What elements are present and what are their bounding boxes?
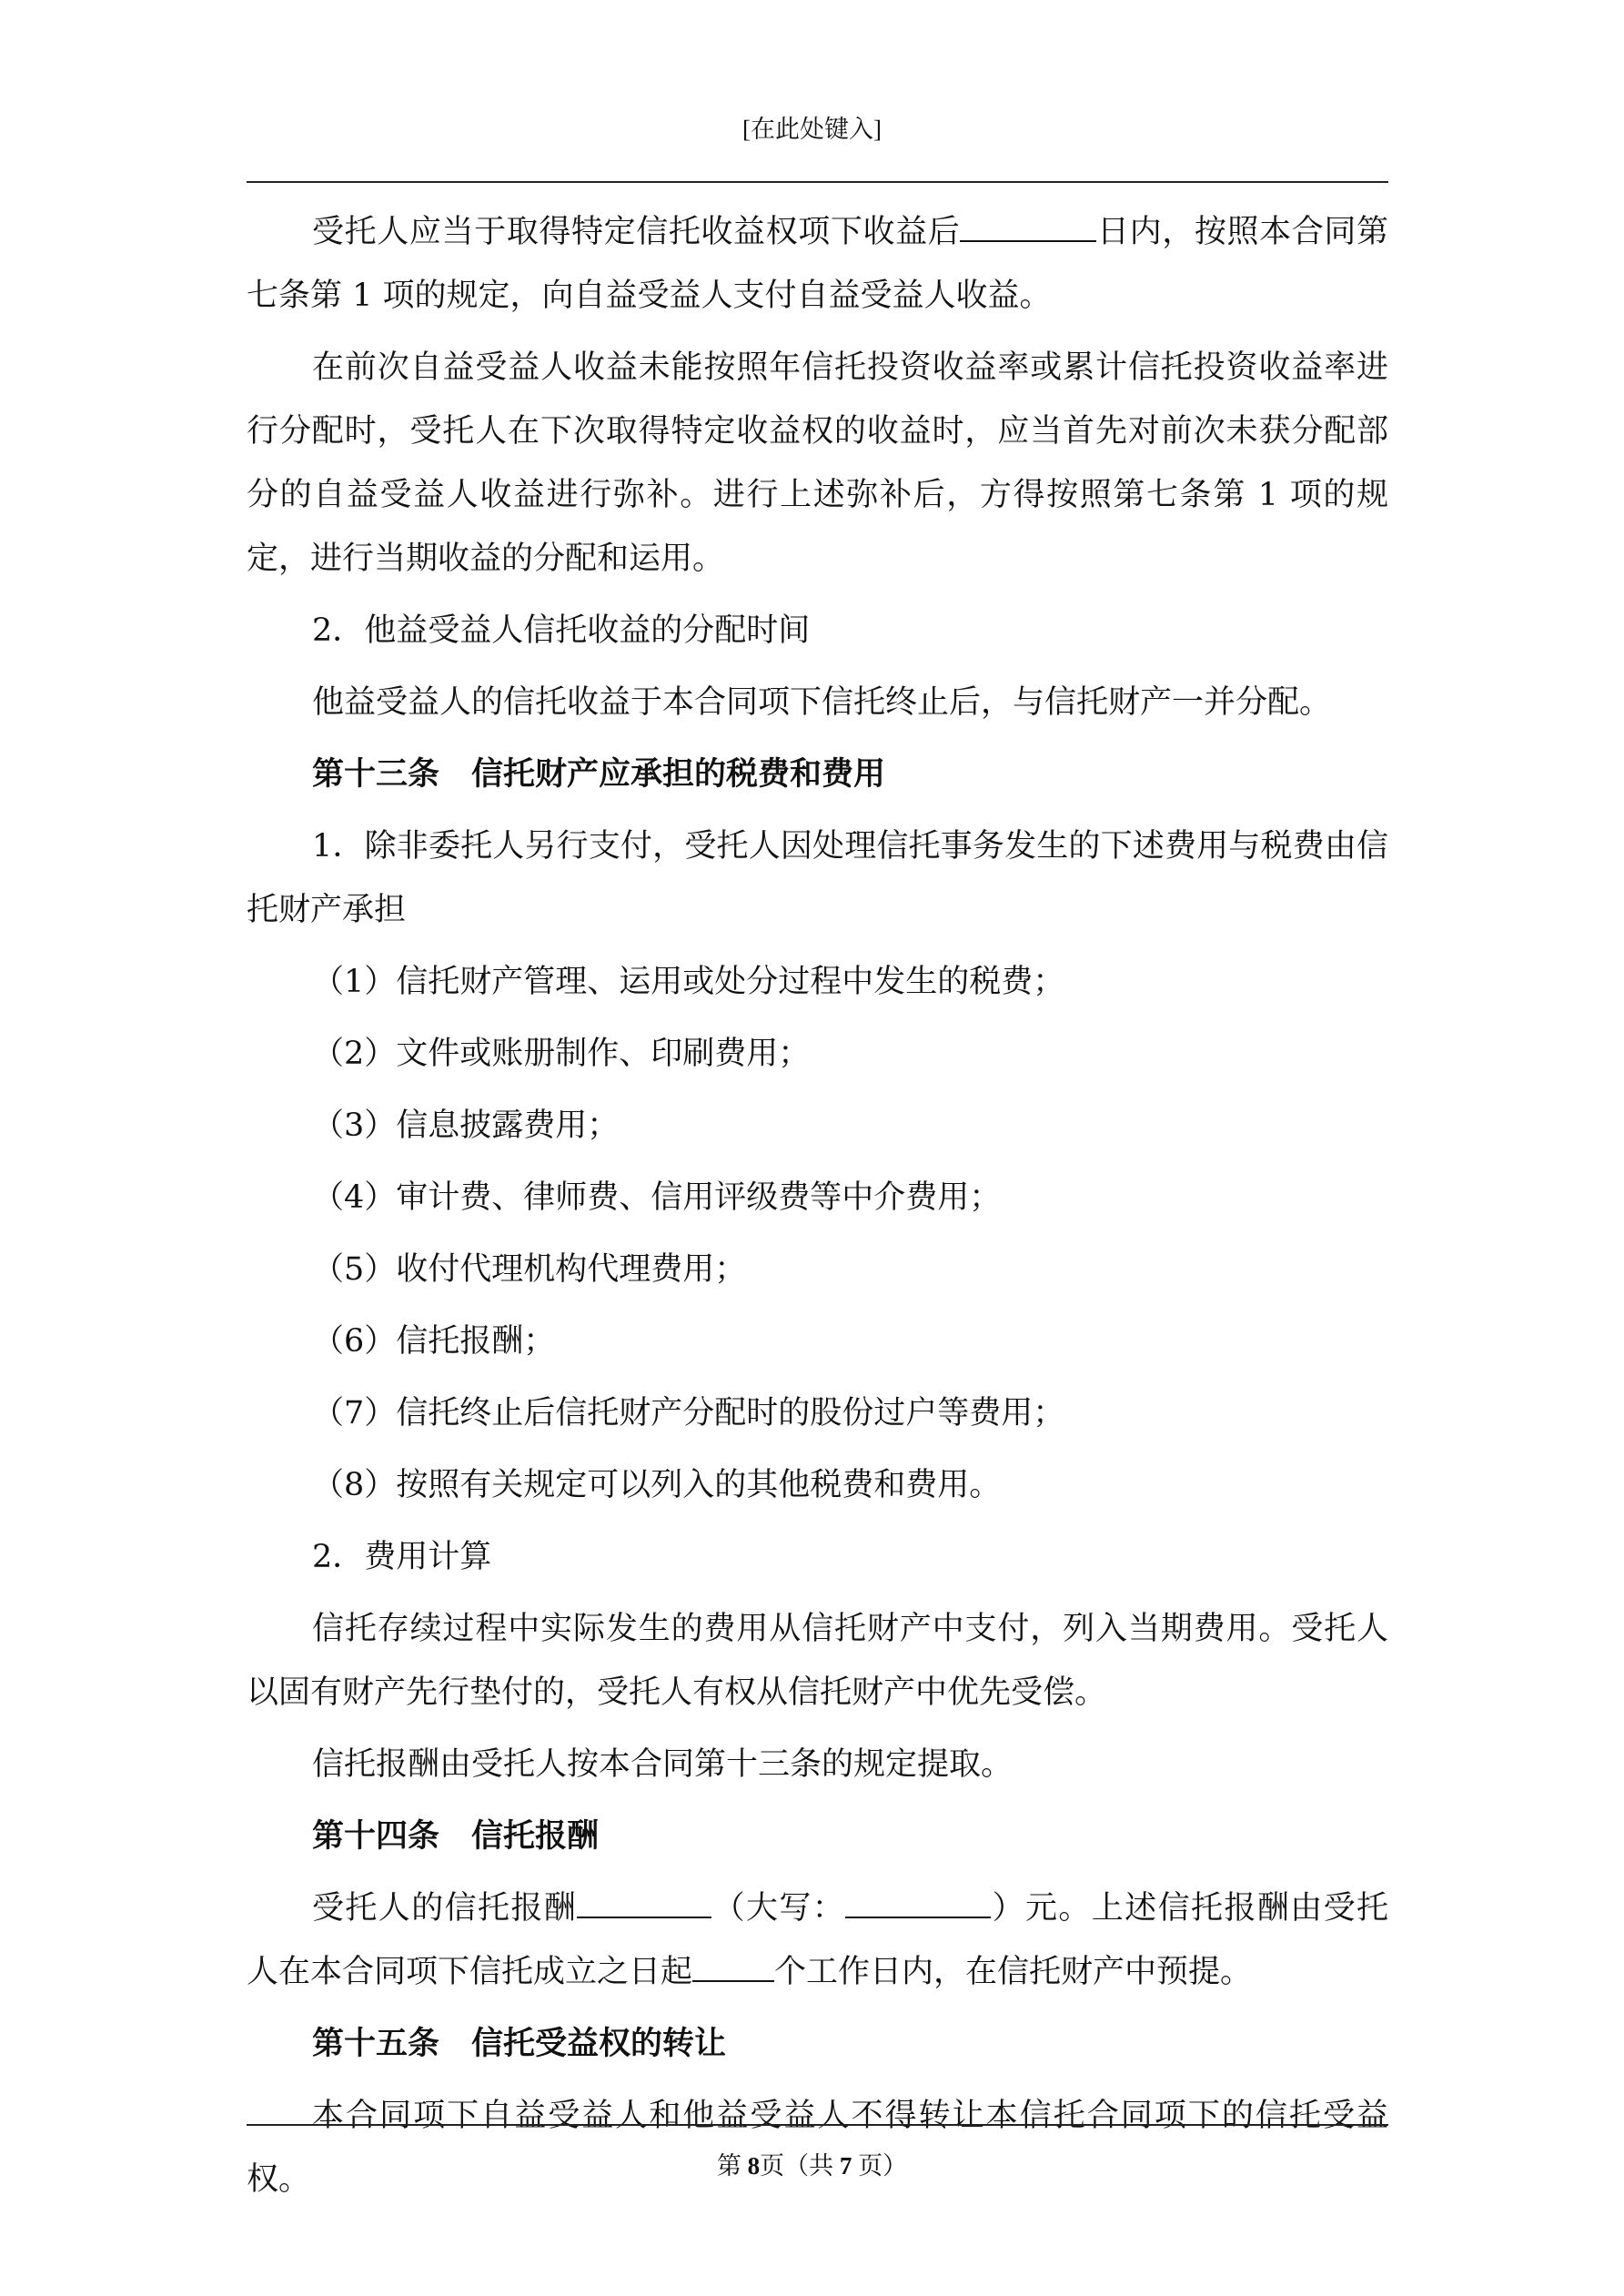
paragraph-transfer: 本合同项下自益受益人和他益受益人不得转让本信托合同项下的信托受益权。	[247, 2098, 1388, 2198]
text: ）元。上述信托报酬由受托人在本合同项下信托成立之日起	[247, 1890, 1388, 1990]
article-15-title: 第十五条 信托受益权的转让	[312, 2025, 727, 2062]
header-rule	[247, 181, 1388, 183]
page-number: 8	[747, 2152, 761, 2180]
footer-rule	[247, 2124, 1388, 2126]
page-footer	[0, 2146, 1624, 2181]
article-13-title: 第十三条 信托财产应承担的税费和费用	[312, 755, 886, 793]
text: 受托人应当于取得特定信托收益权项下收益后	[312, 214, 961, 250]
list-item: （5）收付代理机构代理费用；	[312, 1251, 747, 1288]
paragraph-remuneration-rule: 信托报酬由受托人按本合同第十三条的规定提取。	[312, 1746, 1014, 1783]
page-total: 7	[839, 2152, 852, 2180]
list-item: （2）文件或账册制作、印刷费用；	[312, 1036, 811, 1072]
list-item: （7）信托终止后信托财产分配时的股份过户等费用；	[312, 1395, 1065, 1431]
blank-workdays[interactable]	[692, 1951, 774, 1982]
paragraph-makeup: 在前次自益受益人收益未能按照年信托投资收益率或累计信托投资收益率进行分配时，受托人在下次取得特定收益权的收益时，应当首先对前次未获分配部分的自益受益人收益进行弥补。进行上述弥补后，方得按照第七条第 1 项的规定，进行当期收益的分配和运用。	[247, 349, 1388, 577]
document-body	[247, 200, 1388, 2220]
list-item: （4）审计费、律师费、信用评级费等中介费用；	[312, 1179, 1002, 1216]
page-header: [在此处键入]	[742, 116, 882, 143]
footer-suffix: 页）	[852, 2152, 908, 2180]
text: （大写：	[711, 1890, 846, 1927]
paragraph-fee-calc-heading: 2．费用计算	[312, 1539, 492, 1575]
list-item: （6）信托报酬；	[312, 1323, 556, 1360]
paragraph-other-distribution: 他益受益人的信托收益于本合同项下信托终止后，与信托财产一并分配。	[312, 684, 1332, 721]
footer-prefix: 第	[716, 2152, 748, 2180]
list-item: （8）按照有关规定可以列入的其他税费和费用。	[312, 1467, 1002, 1503]
blank-days[interactable]	[960, 211, 1096, 242]
article-14-title: 第十四条 信托报酬	[312, 1817, 600, 1855]
paragraph-distribution-self	[247, 200, 1388, 328]
paragraph-fee-calc: 信托存续过程中实际发生的费用从信托财产中支付，列入当期费用。受托人以固有财产先行垫付的，受托人有权从信托财产中优先受偿。	[247, 1611, 1388, 1711]
list-item: （1）信托财产管理、运用或处分过程中发生的税费；	[312, 964, 1065, 1000]
list-item: （3）信息披露费用；	[312, 1108, 620, 1144]
paragraph-remuneration	[247, 1876, 1388, 2004]
text: 个工作日内，在信托财产中预提。	[774, 1954, 1253, 1990]
text: 受托人的信托报酬	[312, 1890, 578, 1927]
blank-amount[interactable]	[577, 1887, 711, 1918]
paragraph-fees-intro: 1．除非委托人另行支付，受托人因处理信托事务发生的下述费用与税费由信托财产承担	[247, 828, 1388, 928]
paragraph-heading-other-time: 2．他益受益人信托收益的分配时间	[312, 612, 811, 649]
text: 日内，按照本合同第七条第 1 项的规定，向自益受益人支付自益受益人收益。	[247, 214, 1388, 314]
blank-amount-capital[interactable]	[845, 1887, 991, 1918]
footer-middle: 页（共	[760, 2152, 840, 2180]
